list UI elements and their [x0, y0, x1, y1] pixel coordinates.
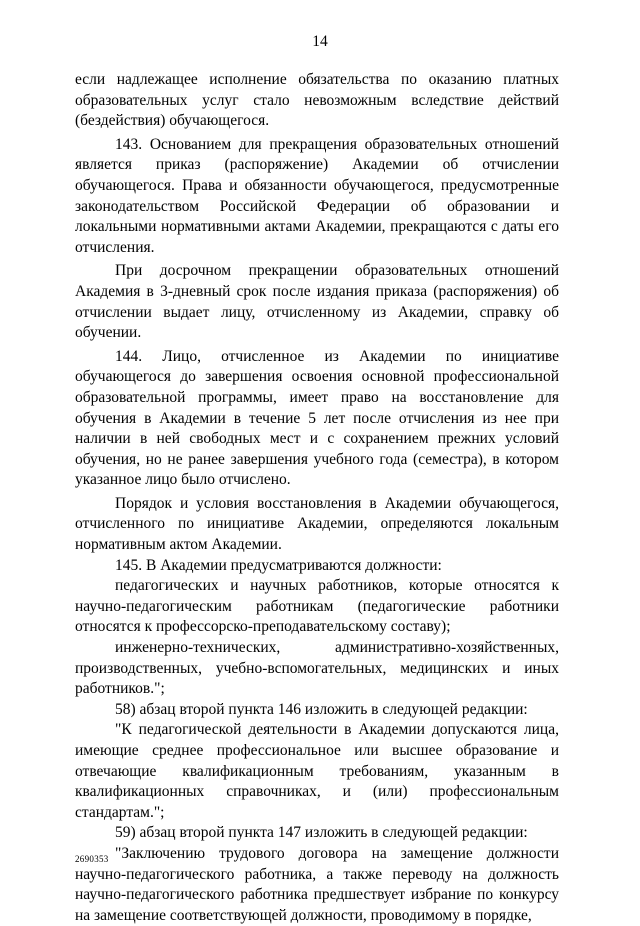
- paragraph-quote-146: "К педагогической деятельности в Академии допускаются лица, имеющие среднее профессиональное или высшее образование и отвечающие квалификационным требованиям, указанным в квалификационных справочниках, и (или) профессиональным стандартам.";: [75, 721, 559, 821]
- paragraph-amendment-59: 59) абзац второй пункта 147 изложить в следующей редакции:: [115, 824, 528, 842]
- paragraph-technical-positions: инженерно-технических, административно-хозяйственных, производственных, учебно-вспомогательных, медицинских и иных работников.";: [75, 639, 559, 698]
- document-body: [75, 70, 559, 926]
- paragraph-quote-147: "Заключению трудового договора на замещение должности научно-педагогического работника, а также переводу на должность научно-педагогического работника предшествует избрание по конкурсу на замещение соответствующей должности, проводимому в порядке,: [75, 844, 559, 924]
- paragraph-restoration-procedure: Порядок и условия восстановления в Академии обучающегося, отчисленного по инициативе Академии, определяются локальным нормативным актом Академии.: [75, 494, 559, 554]
- paragraph-amendment-58: 58) абзац второй пункта 146 изложить в следующей редакции:: [115, 700, 528, 718]
- paragraph-pedagogical-positions: педагогических и научных работников, которые относятся к научно-педагогическим работникам (педагогические работники относятся к профессорско-преподавательскому составу);: [75, 577, 559, 636]
- document-code: 2690353: [75, 854, 109, 864]
- page-number: 14: [312, 33, 328, 50]
- paragraph-continuation: если надлежащее исполнение обязательства по оказанию платных образовательных услуг стало невозможным вследствие действий (бездействия) обучающегося.: [75, 71, 559, 130]
- paragraph-143: 143. Основанием для прекращения образовательных отношений является приказ (распоряжение) Академии об отчислении обучающегося. Права и обязанности обучающегося, предусмотренные законодательством Российской Федерации об образовании и локальными нормативными актами Академии, прекращаются с даты его отчисления.: [75, 135, 559, 256]
- paragraph-145: 145. В Академии предусматриваются должности:: [115, 556, 442, 574]
- paragraph-144: 144. Лицо, отчисленное из Академии по инициативе обучающегося до завершения освоения основной профессиональной образовательной программы, имеет право на восстановление для обучения в Академии в течение 5 лет после отчисления из нее при наличии в ней свободных мест и с сохранением прежних условий обучения, но не ранее завершения учебного года (семестра), в котором указанное лицо было отчислено.: [75, 347, 559, 489]
- paragraph-early-termination: При досрочном прекращении образовательных отношений Академия в 3-дневный срок после издания приказа (распоряжения) об отчислении выдает лицу, отчисленному из Академии, справку об обучении.: [75, 262, 559, 342]
